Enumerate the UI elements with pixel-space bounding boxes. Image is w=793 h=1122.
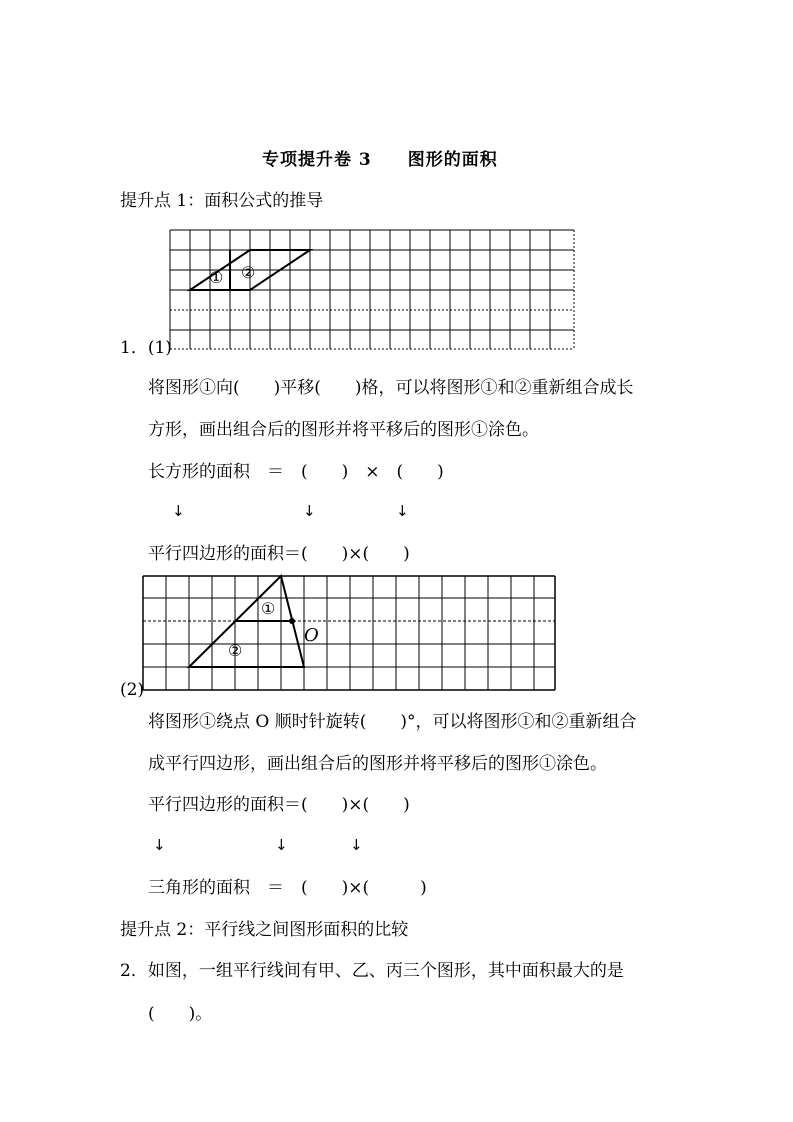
q2-triangle-formula: 三角形的面积 ＝ ( )×( ) (148, 878, 427, 898)
q1-parallelogram-formula: 平行四边形的面积＝( )×( ) (148, 544, 410, 564)
grid-figure-1 (168, 228, 578, 353)
figure-2-label: ② (228, 641, 243, 660)
question-1-label: 1．(1) (120, 338, 172, 358)
q2-instruction-line-1: 将图形①绕点 O 顺时针旋转( )°，可以将图形①和②重新组合 (148, 712, 637, 732)
down-arrow-icon: ↓ (153, 836, 166, 854)
q1-rectangle-formula: 长方形的面积 ＝ ( ) × ( ) (148, 462, 444, 482)
section-heading-2: 提升点 2：平行线之间图形面积的比较 (120, 920, 409, 940)
grid-figure-2 (141, 574, 559, 694)
question-2-line-2: ( )。 (148, 1004, 213, 1024)
down-arrow-icon: ↓ (350, 836, 363, 854)
section-heading-1: 提升点 1：面积公式的推导 (120, 191, 324, 211)
down-arrow-icon: ↓ (396, 502, 409, 520)
down-arrow-icon: ↓ (303, 502, 316, 520)
question-2-line-1: 2．如图，一组平行线间有甲、乙、丙三个图形，其中面积最大的是 (120, 961, 624, 981)
q2-instruction-line-2: 成平行四边形，画出组合后的图形并将平移后的图形①涂色。 (148, 754, 607, 774)
down-arrow-icon: ↓ (275, 836, 288, 854)
q1-instruction-line-2: 方形，画出组合后的图形并将平移后的图形①涂色。 (148, 420, 539, 440)
figure-2-label: ② (241, 263, 256, 282)
page-title: 专项提升卷 3 图形的面积 (262, 150, 498, 170)
q1-instruction-line-1: 将图形①向( )平移( )格，可以将图形①和②重新组合成长 (148, 378, 634, 398)
point-o-label: O (304, 625, 319, 646)
figure-1-label: ① (209, 268, 224, 287)
down-arrow-icon: ↓ (172, 502, 185, 520)
rotation-point-o (289, 618, 295, 624)
figure-1-label: ① (261, 599, 276, 618)
q2-parallelogram-formula: 平行四边形的面积＝( )×( ) (148, 795, 410, 815)
question-1-part-2-label: (2) (120, 680, 145, 700)
